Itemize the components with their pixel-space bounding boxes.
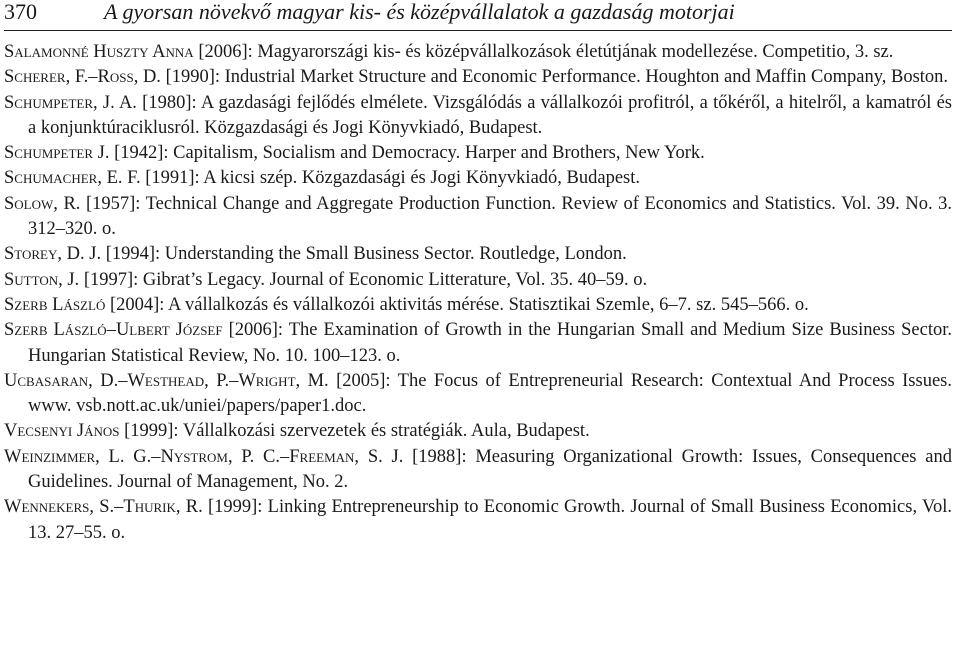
reference-item [4, 242, 952, 267]
reference-item [4, 495, 952, 546]
reference-authors: Schumacher, E. F. [4, 168, 141, 189]
reference-item [4, 419, 952, 444]
reference-item [4, 65, 952, 90]
reference-item [4, 141, 952, 166]
reference-text: [1957]: Technical Change and Aggregate Production Function. Review of Economics and Statistics. Vol. 39. No. 3. 312–320. o. [28, 193, 952, 240]
page-number: 370 [4, 0, 37, 24]
reference-authors: Weinzimmer, L. G.–Nystrom, P. C.–Freeman, S. J. [4, 446, 404, 467]
reference-authors: Schumpeter J. [4, 143, 110, 164]
reference-item [4, 318, 952, 369]
reference-text: [2005]: The Focus of Entrepreneurial Research: Contextual And Process Issues. www. vsb.nott.ac.uk/uniei/papers/paper1.doc. [28, 370, 952, 417]
reference-authors: Salamonné Huszty Anna [4, 42, 194, 62]
reference-item [4, 293, 952, 318]
reference-item [4, 445, 952, 496]
reference-item [4, 166, 952, 191]
reference-text: [1994]: Understanding the Small Business Sector. Routledge, London. [101, 244, 627, 265]
reference-item [4, 91, 952, 142]
reference-text: [1999]: Linking Entrepreneurship to Economic Growth. Journal of Small Business Economics, Vol. 13. 27–55. o. [28, 497, 952, 543]
reference-authors: Szerb László [4, 294, 106, 315]
reference-authors: Storey, D. J. [4, 244, 102, 265]
reference-text: [1991]: A kicsi szép. Közgazdasági és Jogi Könyvkiadó, Budapest. [140, 168, 641, 189]
page-header [4, 0, 952, 31]
reference-item [4, 268, 952, 293]
reference-authors: Wennekers, S.–Thurik, R. [4, 497, 203, 518]
reference-list [4, 40, 952, 546]
reference-text: [1990]: Industrial Market Structure and Economic Performance. Houghton and Maffin Company, Boston. [160, 67, 949, 88]
reference-text: [1999]: Vállalkozási szervezetek és stratégiák. Aula, Budapest. [119, 421, 590, 442]
reference-text: [1980]: A gazdasági fejlődés elmélete. Vizsgálódás a vállalkozói profitról, a tőkéről, a hitelről, a kamatról és a konjunktúraciklusról. Közgazdasági és Jogi Könyvkiadó, Budapest. [28, 92, 953, 138]
reference-authors: Szerb László–Ulbert József [4, 320, 223, 341]
reference-item [4, 192, 952, 243]
reference-authors: Scherer, F.–Ross, D. [4, 67, 161, 88]
reference-authors: Sutton, J. [4, 269, 80, 290]
reference-text: [2006]: Magyarországi kis- és középvállalkozások életútjának modellezése. Competitio, 3. sz. [193, 42, 894, 62]
reference-authors: Vecsenyi János [4, 421, 120, 442]
reference-item [4, 40, 952, 65]
reference-text: [1942]: Capitalism, Socialism and Democracy. Harper and Brothers, New York. [109, 143, 705, 164]
reference-text: [2004]: A vállalkozás és vállalkozói aktivitás mérése. Statisztikai Szemle, 6–7. sz. 545–566. o. [105, 294, 809, 315]
reference-authors: Ucbasaran, D.–Westhead, P.–Wright, M. [4, 370, 329, 391]
reference-item [4, 369, 952, 420]
reference-text: [1997]: Gibrat’s Legacy. Journal of Economic Litterature, Vol. 35. 40–59. o. [79, 269, 648, 290]
reference-text: [1988]: Measuring Organizational Growth: Issues, Consequences and Guidelines. Journal of Management, No. 2. [28, 446, 952, 493]
running-title: A gyorsan növekvő magyar kis- és középvállalatok a gazdaság motorjai [104, 0, 735, 24]
reference-text: [2006]: The Examination of Growth in the Hungarian Small and Medium Size Business Sector. Hungarian Statistical Review, No. 10. 100–123. o. [28, 320, 952, 366]
reference-authors: Schumpeter, J. A. [4, 92, 137, 113]
reference-authors: Solow, R. [4, 193, 81, 214]
